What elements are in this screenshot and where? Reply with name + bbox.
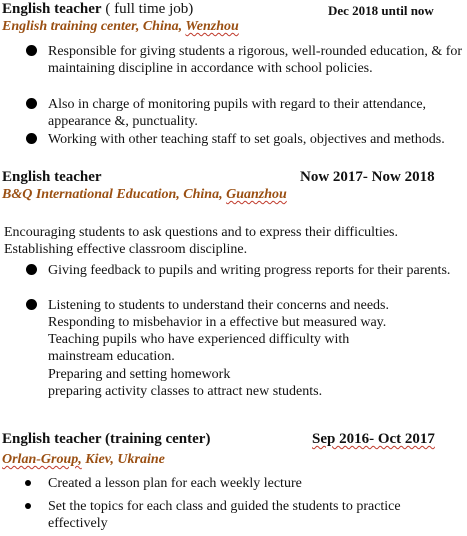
bullet-icon	[26, 264, 37, 275]
job-2-extra-3: mainstream education.	[48, 349, 175, 364]
job-1-title	[2, 1, 193, 18]
job-3-org-city: Kiev, Ukraine	[81, 452, 165, 467]
job-3-org-text: Orlan-Group,	[2, 452, 82, 467]
job-1-organization	[2, 19, 239, 35]
job-2-extra-4: Preparing and setting homework	[48, 367, 231, 382]
job-3-dates	[312, 431, 435, 448]
job-3-organization	[2, 452, 165, 468]
bullet-icon	[26, 45, 37, 56]
job-2-extra-5: preparing activity classes to attract new students.	[48, 384, 323, 399]
bullet-text: Listening to students to understand their concerns and needs.	[48, 298, 389, 313]
job-2-intro-2: Establishing effective classroom discipline.	[4, 242, 248, 257]
job-2-extra-2: Teaching pupils who have experienced difficulty with	[48, 332, 350, 347]
bullet-icon	[26, 98, 37, 109]
bullet-text: Created a lesson plan for each weekly lecture	[48, 476, 302, 491]
bullet-text: Working with other teaching staff to set goals, objectives and methods.	[48, 132, 445, 147]
bullet-text: Responsible for giving students a rigorous, well-rounded education, & for maintaining discipline in accordance with school policies.	[48, 44, 463, 76]
job-2-intro-1: Encouraging students to ask questions and to express their difficulties.	[4, 225, 399, 240]
job-3-dates-text: Sep 2016- Oct 2017	[312, 431, 435, 447]
job-1-title-text: English teacher	[2, 1, 102, 17]
job-2-dates: Now 2017- Now 2018	[300, 169, 435, 185]
job-1-title-note: ( full time job)	[101, 1, 194, 17]
bullet-icon	[26, 299, 37, 310]
job-1-org-city: Wenzhou	[185, 19, 239, 34]
job-1-dates: Dec 2018 until now	[328, 3, 434, 18]
job-2-org-city: Guanzhou	[226, 187, 287, 202]
bullet-icon	[26, 133, 37, 144]
job-2-organization	[2, 187, 287, 203]
bullet-icon	[25, 480, 31, 486]
bullet-icon	[25, 503, 31, 509]
job-2-org-text: B&Q International Education, China,	[2, 187, 227, 202]
job-3-title: English teacher (training center)	[2, 431, 211, 447]
job-2-extra-1: Responding to misbehavior in a effective but measured way.	[48, 315, 387, 330]
bullet-text: Also in charge of monitoring pupils with regard to their attendance, appearance &, punctuality.	[48, 97, 427, 129]
job-2-title: English teacher	[2, 169, 102, 185]
bullet-text: Giving feedback to pupils and writing progress reports for their parents.	[48, 263, 451, 278]
job-1-org-text: English training center, China,	[2, 19, 186, 34]
bullet-text: Set the topics for each class and guided the students to practice effectively	[48, 499, 401, 531]
